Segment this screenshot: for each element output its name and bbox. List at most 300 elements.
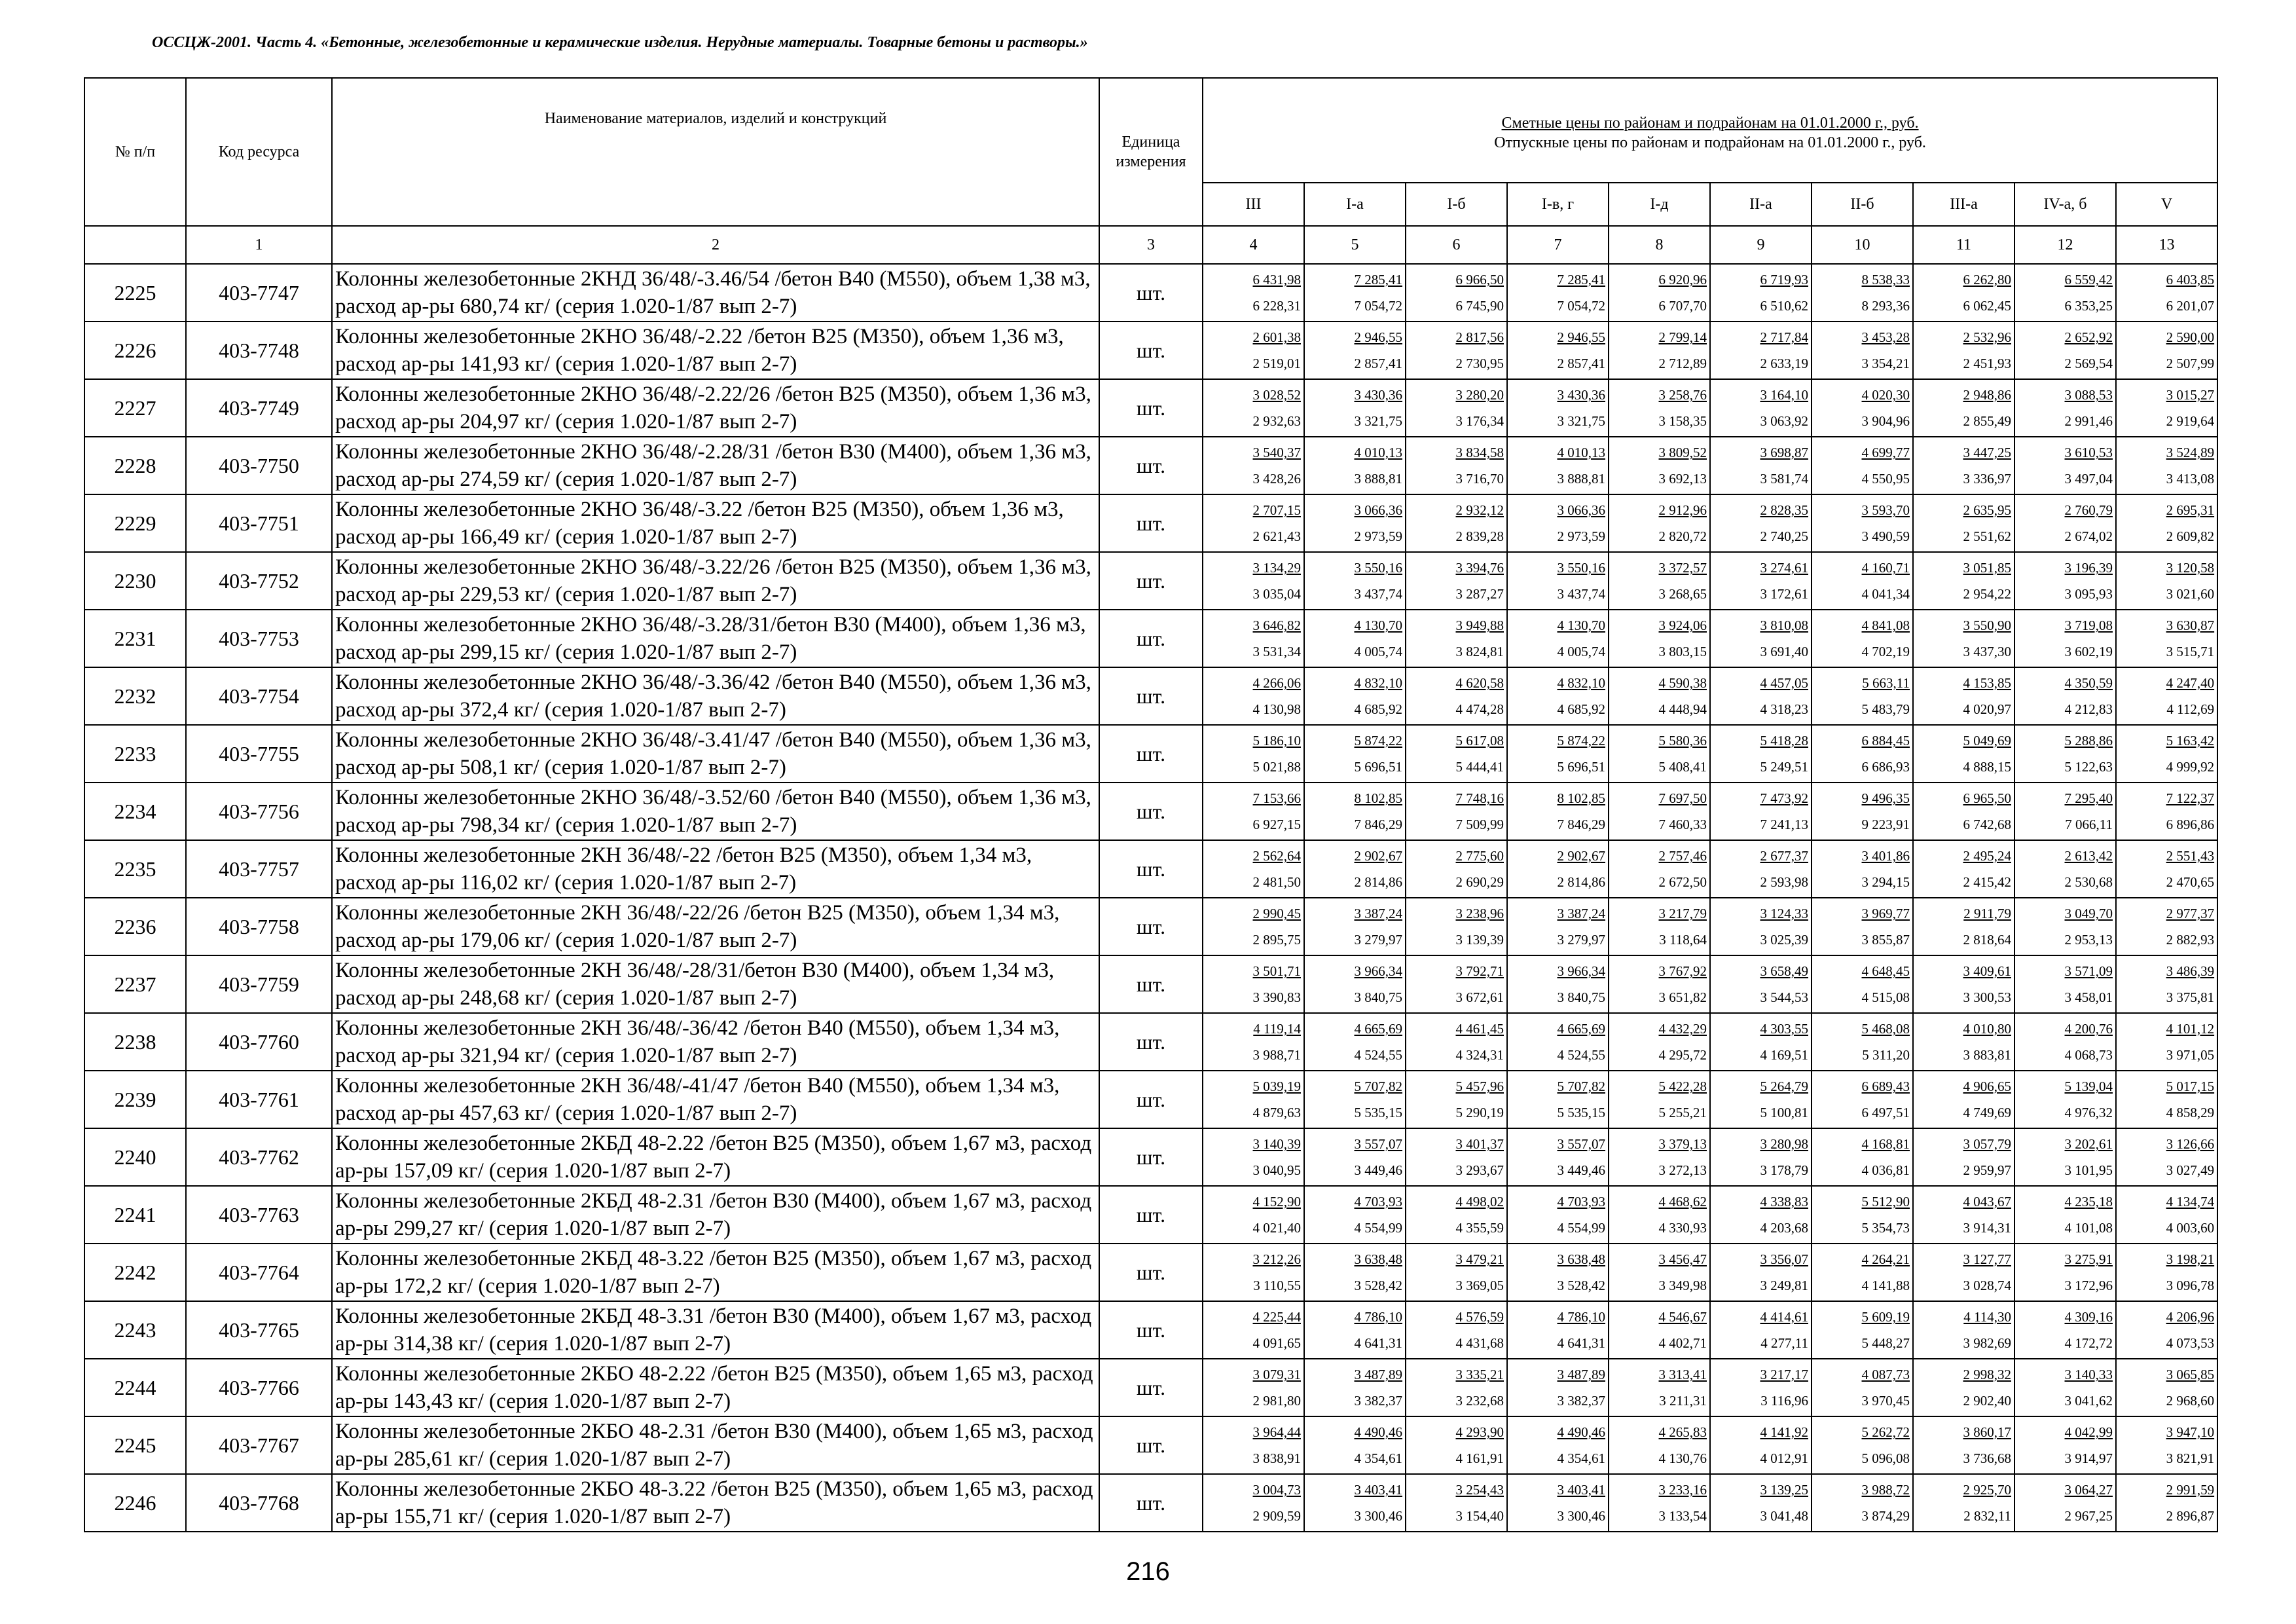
price-cell — [1304, 1301, 1406, 1359]
price-cell — [1203, 610, 1304, 667]
estimate-price: 3 540,37 — [1252, 445, 1301, 460]
release-price: 2 621,43 — [1252, 528, 1301, 544]
release-price: 2 530,68 — [2064, 874, 2113, 890]
price-cell — [1609, 667, 1710, 725]
unit: шт. — [1099, 1359, 1203, 1416]
estimate-price: 4 168,81 — [1861, 1136, 1910, 1152]
release-price: 3 041,48 — [1760, 1508, 1808, 1524]
material-name: Колонны железобетонные 2КНО 36/48/-2.22/26 /бетон В25 (М350), объем 1,36 м3, расход ар-ры 204,97 кг/ (серия 1.020-1/87 вып 2-7) — [332, 379, 1099, 437]
estimate-price: 3 403,41 — [1557, 1482, 1605, 1498]
table-row — [84, 667, 2217, 725]
estimate-price: 2 912,96 — [1658, 502, 1707, 518]
estimate-price: 3 124,33 — [1760, 906, 1808, 921]
estimate-price: 3 834,58 — [1455, 445, 1504, 460]
estimate-price: 5 707,82 — [1354, 1079, 1402, 1094]
estimate-price: 4 303,55 — [1760, 1021, 1808, 1037]
price-cell — [2116, 437, 2217, 494]
price-cell — [1406, 1128, 1507, 1186]
price-cell — [1406, 667, 1507, 725]
table-row — [84, 1071, 2217, 1128]
release-price: 2 973,59 — [1557, 528, 1605, 544]
release-price: 3 840,75 — [1557, 989, 1605, 1005]
release-price: 4 431,68 — [1455, 1335, 1504, 1351]
unit: шт. — [1099, 1013, 1203, 1071]
release-price: 3 691,40 — [1760, 644, 1808, 659]
release-price: 7 066,11 — [2065, 817, 2113, 832]
column-number-row — [84, 226, 2217, 264]
release-price: 4 021,40 — [1252, 1220, 1301, 1236]
estimate-price: 6 965,50 — [1963, 790, 2011, 806]
estimate-price: 4 042,99 — [2064, 1424, 2113, 1440]
estimate-price: 8 102,85 — [1557, 790, 1605, 806]
estimate-price: 5 264,79 — [1760, 1079, 1808, 1094]
estimate-price: 3 792,71 — [1455, 963, 1504, 979]
price-cell — [1203, 840, 1304, 898]
estimate-price: 3 719,08 — [2064, 618, 2113, 633]
estimate-price: 7 122,37 — [2166, 790, 2215, 806]
unit: шт. — [1099, 437, 1203, 494]
column-number: 3 — [1099, 226, 1203, 264]
estimate-price: 3 254,43 — [1455, 1482, 1504, 1498]
estimate-price: 4 832,10 — [1557, 675, 1605, 691]
price-cell — [1304, 898, 1406, 955]
estimate-price: 5 262,72 — [1861, 1424, 1910, 1440]
price-cell — [2014, 783, 2116, 840]
release-price: 4 130,76 — [1658, 1450, 1707, 1466]
release-price: 4 005,74 — [1354, 644, 1402, 659]
release-price: 3 321,75 — [1354, 413, 1402, 429]
price-cell — [1304, 322, 1406, 379]
price-cell — [1304, 1244, 1406, 1301]
resource-code: 403-7763 — [186, 1186, 332, 1244]
release-price: 2 968,60 — [2166, 1393, 2215, 1409]
release-price: 4 091,65 — [1252, 1335, 1301, 1351]
row-number: 2232 — [84, 667, 186, 725]
release-price: 3 531,34 — [1252, 644, 1301, 659]
price-cell — [1203, 1359, 1304, 1416]
price-cell — [1203, 955, 1304, 1013]
release-price: 4 474,28 — [1455, 701, 1504, 717]
price-cell — [1203, 494, 1304, 552]
unit: шт. — [1099, 1474, 1203, 1532]
release-price: 3 528,42 — [1354, 1278, 1402, 1293]
material-name: Колонны железобетонные 2КН 36/48/-28/31/бетон В30 (М400), объем 1,34 м3, расход ар-ры 248,68 кг/ (серия 1.020-1/87 вып 2-7) — [332, 955, 1099, 1013]
release-price: 2 814,86 — [1557, 874, 1605, 890]
row-number: 2243 — [84, 1301, 186, 1359]
estimate-price: 3 057,79 — [1963, 1136, 2011, 1152]
resource-code: 403-7754 — [186, 667, 332, 725]
estimate-price: 6 966,50 — [1455, 272, 1504, 287]
price-cell — [1913, 1013, 2014, 1071]
row-number: 2240 — [84, 1128, 186, 1186]
estimate-price: 2 590,00 — [2166, 329, 2215, 345]
resource-code: 403-7764 — [186, 1244, 332, 1301]
price-cell — [1507, 783, 1609, 840]
release-price: 3 096,78 — [2166, 1278, 2215, 1293]
table-row — [84, 1301, 2217, 1359]
estimate-price: 3 969,77 — [1861, 906, 1910, 921]
price-cell — [1710, 552, 1812, 610]
estimate-price: 2 977,37 — [2166, 906, 2215, 921]
estimate-price: 4 235,18 — [2064, 1194, 2113, 1209]
release-price: 3 040,95 — [1252, 1162, 1301, 1178]
estimate-price: 4 087,73 — [1861, 1367, 1910, 1382]
price-cell — [1507, 840, 1609, 898]
release-price: 3 249,81 — [1760, 1278, 1808, 1293]
release-price: 6 497,51 — [1861, 1105, 1910, 1120]
price-cell — [2116, 379, 2217, 437]
price-cell — [2116, 1301, 2217, 1359]
row-number: 2234 — [84, 783, 186, 840]
estimate-price: 4 703,93 — [1354, 1194, 1402, 1209]
price-cell — [1609, 552, 1710, 610]
price-cell — [1203, 1071, 1304, 1128]
price-cell — [2116, 1186, 2217, 1244]
release-price: 3 602,19 — [2064, 644, 2113, 659]
price-cell — [1710, 494, 1812, 552]
header-prices-estimate: Сметные цены по районам и подрайонам на 01.01.2000 г., руб. — [1501, 115, 1919, 132]
price-cell — [1609, 1301, 1710, 1359]
material-name: Колонны железобетонные 2КНО 36/48/-2.22 /бетон В25 (М350), объем 1,36 м3, расход ар-ры 141,93 кг/ (серия 1.020-1/87 вып 2-7) — [332, 322, 1099, 379]
estimate-price: 2 760,79 — [2064, 502, 2113, 518]
estimate-price: 5 617,08 — [1455, 733, 1504, 748]
resource-code: 403-7756 — [186, 783, 332, 840]
estimate-price: 3 924,06 — [1658, 618, 1707, 633]
estimate-price: 4 786,10 — [1557, 1309, 1605, 1325]
release-price: 7 846,29 — [1354, 817, 1402, 832]
price-cell — [1304, 840, 1406, 898]
price-cell — [2014, 1474, 2116, 1532]
estimate-price: 3 638,48 — [1354, 1251, 1402, 1267]
release-price: 2 609,82 — [2166, 528, 2215, 544]
release-price: 7 054,72 — [1557, 298, 1605, 314]
release-price: 3 369,05 — [1455, 1278, 1504, 1293]
release-price: 3 904,96 — [1861, 413, 1910, 429]
price-cell — [1710, 955, 1812, 1013]
price-cell — [2014, 1186, 2116, 1244]
estimate-price: 3 274,61 — [1760, 560, 1808, 576]
release-price: 4 020,97 — [1963, 701, 2011, 717]
price-cell — [2116, 494, 2217, 552]
estimate-price: 5 139,04 — [2064, 1079, 2113, 1094]
release-price: 3 021,60 — [2166, 586, 2215, 602]
price-cell — [2116, 264, 2217, 322]
estimate-price: 4 265,83 — [1658, 1424, 1707, 1440]
release-price: 3 515,71 — [2166, 644, 2215, 659]
release-price: 3 840,75 — [1354, 989, 1402, 1005]
column-number: 2 — [332, 226, 1099, 264]
estimate-price: 3 571,09 — [2064, 963, 2113, 979]
estimate-price: 5 609,19 — [1861, 1309, 1910, 1325]
estimate-price: 3 280,98 — [1760, 1136, 1808, 1152]
release-price: 3 413,08 — [2166, 471, 2215, 487]
row-number: 2239 — [84, 1071, 186, 1128]
release-price: 2 593,98 — [1760, 874, 1808, 890]
column-number-blank — [84, 226, 186, 264]
release-price: 4 641,31 — [1557, 1335, 1605, 1351]
estimate-price: 4 665,69 — [1354, 1021, 1402, 1037]
estimate-price: 4 832,10 — [1354, 675, 1402, 691]
estimate-price: 3 403,41 — [1354, 1482, 1402, 1498]
release-price: 3 154,40 — [1455, 1508, 1504, 1524]
price-cell — [1812, 840, 1913, 898]
release-price: 3 382,37 — [1557, 1393, 1605, 1409]
estimate-price: 3 064,27 — [2064, 1482, 2113, 1498]
release-price: 4 355,59 — [1455, 1220, 1504, 1236]
estimate-price: 7 473,92 — [1760, 790, 1808, 806]
price-cell — [1812, 437, 1913, 494]
release-price: 3 914,31 — [1963, 1220, 2011, 1236]
release-price: 8 293,36 — [1861, 298, 1910, 314]
price-cell — [2014, 379, 2116, 437]
release-price: 4 685,92 — [1354, 701, 1402, 717]
release-price: 2 551,62 — [1963, 528, 2011, 544]
price-cell — [2014, 610, 2116, 667]
price-cell — [1710, 1244, 1812, 1301]
price-cell — [1507, 955, 1609, 1013]
price-cell — [2116, 1071, 2217, 1128]
row-number: 2227 — [84, 379, 186, 437]
price-cell — [1203, 1301, 1304, 1359]
estimate-price: 2 562,64 — [1252, 848, 1301, 864]
release-price: 3 293,67 — [1455, 1162, 1504, 1178]
price-cell — [2014, 955, 2116, 1013]
price-cell — [2014, 494, 2116, 552]
estimate-price: 3 401,86 — [1861, 848, 1910, 864]
estimate-price: 3 198,21 — [2166, 1251, 2215, 1267]
estimate-price: 4 457,05 — [1760, 675, 1808, 691]
unit: шт. — [1099, 494, 1203, 552]
release-price: 4 161,91 — [1455, 1450, 1504, 1466]
material-name: Колонны железобетонные 2КНО 36/48/-3.36/42 /бетон В40 (М550), объем 1,36 м3, расход ар-ры 372,4 кг/ (серия 1.020-1/87 вып 2-7) — [332, 667, 1099, 725]
estimate-price: 4 247,40 — [2166, 675, 2215, 691]
release-price: 3 172,96 — [2064, 1278, 2113, 1293]
price-cell — [1710, 1474, 1812, 1532]
release-price: 3 158,35 — [1658, 413, 1707, 429]
price-cell — [1913, 667, 2014, 725]
release-price: 3 025,39 — [1760, 932, 1808, 948]
estimate-price: 3 394,76 — [1455, 560, 1504, 576]
estimate-price: 2 775,60 — [1455, 848, 1504, 864]
release-price: 2 740,25 — [1760, 528, 1808, 544]
release-price: 3 716,70 — [1455, 471, 1504, 487]
price-cell — [1609, 898, 1710, 955]
estimate-price: 5 663,11 — [1862, 675, 1910, 691]
column-number: 12 — [2014, 226, 2116, 264]
release-price: 4 141,88 — [1861, 1278, 1910, 1293]
price-cell — [1406, 1416, 1507, 1474]
estimate-price: 4 648,45 — [1861, 963, 1910, 979]
price-cell — [1304, 494, 1406, 552]
release-price: 3 063,92 — [1760, 413, 1808, 429]
release-price: 4 169,51 — [1760, 1047, 1808, 1063]
estimate-price: 7 285,41 — [1354, 272, 1402, 287]
table-row — [84, 1474, 2217, 1532]
price-cell — [1913, 264, 2014, 322]
estimate-price: 3 275,91 — [2064, 1251, 2113, 1267]
row-number: 2225 — [84, 264, 186, 322]
price-cell — [1913, 955, 2014, 1013]
row-number: 2246 — [84, 1474, 186, 1532]
row-number: 2238 — [84, 1013, 186, 1071]
price-cell — [1203, 264, 1304, 322]
release-price: 3 581,74 — [1760, 471, 1808, 487]
estimate-price: 3 430,36 — [1354, 387, 1402, 403]
region-header: I-б — [1406, 183, 1507, 226]
price-cell — [1203, 1013, 1304, 1071]
price-cell — [1406, 1244, 1507, 1301]
release-price: 3 692,13 — [1658, 471, 1707, 487]
estimate-price: 3 335,21 — [1455, 1367, 1504, 1382]
price-cell — [1203, 1244, 1304, 1301]
release-price: 3 803,15 — [1658, 644, 1707, 659]
estimate-price: 3 202,61 — [2064, 1136, 2113, 1152]
estimate-price: 4 338,83 — [1760, 1194, 1808, 1209]
estimate-price: 4 119,14 — [1253, 1021, 1301, 1037]
price-cell — [1507, 667, 1609, 725]
price-cell — [1507, 379, 1609, 437]
release-price: 4 324,31 — [1455, 1047, 1504, 1063]
release-price: 3 172,61 — [1760, 586, 1808, 602]
price-cell — [2116, 1013, 2217, 1071]
estimate-price: 2 635,95 — [1963, 502, 2011, 518]
release-price: 2 814,86 — [1354, 874, 1402, 890]
estimate-price: 2 946,55 — [1354, 329, 1402, 345]
estimate-price: 4 010,13 — [1557, 445, 1605, 460]
release-price: 3 300,53 — [1963, 989, 2011, 1005]
estimate-price: 3 447,25 — [1963, 445, 2011, 460]
estimate-price: 5 422,28 — [1658, 1079, 1707, 1094]
release-price: 3 449,46 — [1354, 1162, 1402, 1178]
material-name: Колонны железобетонные 2КБД 48-2.31 /бетон В30 (М400), объем 1,67 м3, расход ар-ры 299,27 кг/ (серия 1.020-1/87 вып 2-7) — [332, 1186, 1099, 1244]
price-cell — [2116, 667, 2217, 725]
region-header: I-a — [1304, 183, 1406, 226]
release-price: 3 824,81 — [1455, 644, 1504, 659]
release-price: 4 354,61 — [1354, 1450, 1402, 1466]
price-cell — [1609, 1128, 1710, 1186]
release-price: 4 515,08 — [1861, 989, 1910, 1005]
row-number: 2242 — [84, 1244, 186, 1301]
release-price: 3 178,79 — [1760, 1162, 1808, 1178]
row-number: 2241 — [84, 1186, 186, 1244]
estimate-price: 7 748,16 — [1455, 790, 1504, 806]
price-cell — [1304, 379, 1406, 437]
price-cell — [1913, 898, 2014, 955]
estimate-price: 2 601,38 — [1252, 329, 1301, 345]
release-price: 3 982,69 — [1963, 1335, 2011, 1351]
release-price: 3 375,81 — [2166, 989, 2215, 1005]
price-cell — [1406, 840, 1507, 898]
row-number: 2229 — [84, 494, 186, 552]
release-price: 6 896,86 — [2166, 817, 2215, 832]
estimate-price: 7 295,40 — [2064, 790, 2113, 806]
price-cell — [1913, 494, 2014, 552]
estimate-price: 5 512,90 — [1861, 1194, 1910, 1209]
estimate-price: 4 160,71 — [1861, 560, 1910, 576]
price-cell — [1710, 783, 1812, 840]
price-cell — [1710, 1301, 1812, 1359]
release-price: 5 354,73 — [1861, 1220, 1910, 1236]
release-price: 6 707,70 — [1658, 298, 1707, 314]
price-cell — [1203, 1416, 1304, 1474]
material-name: Колонны железобетонные 2КНО 36/48/-3.52/60 /бетон В40 (М550), объем 1,36 м3, расход ар-ры 798,34 кг/ (серия 1.020-1/87 вып 2-7) — [332, 783, 1099, 840]
price-cell — [1710, 1071, 1812, 1128]
price-cell — [1507, 1186, 1609, 1244]
release-price: 2 895,75 — [1252, 932, 1301, 948]
price-cell — [1304, 264, 1406, 322]
price-cell — [1304, 610, 1406, 667]
release-price: 4 976,32 — [2064, 1105, 2113, 1120]
table-row — [84, 1416, 2217, 1474]
estimate-price: 4 141,92 — [1760, 1424, 1808, 1440]
resource-code: 403-7748 — [186, 322, 332, 379]
release-price: 5 255,21 — [1658, 1105, 1707, 1120]
estimate-price: 5 186,10 — [1252, 733, 1301, 748]
release-price: 4 003,60 — [2166, 1220, 2215, 1236]
resource-code: 403-7757 — [186, 840, 332, 898]
estimate-price: 4 309,16 — [2064, 1309, 2113, 1325]
price-cell — [1406, 783, 1507, 840]
estimate-price: 2 948,86 — [1963, 387, 2011, 403]
release-price: 4 524,55 — [1557, 1047, 1605, 1063]
price-cell — [1609, 1071, 1710, 1128]
release-price: 3 888,81 — [1354, 471, 1402, 487]
estimate-price: 8 102,85 — [1354, 790, 1402, 806]
price-cell — [1812, 264, 1913, 322]
release-price: 6 062,45 — [1963, 298, 2011, 314]
release-price: 3 279,97 — [1557, 932, 1605, 948]
release-price: 4 112,69 — [2166, 701, 2215, 717]
estimate-price: 2 707,15 — [1252, 502, 1301, 518]
release-price: 4 354,61 — [1557, 1450, 1605, 1466]
release-price: 7 460,33 — [1658, 817, 1707, 832]
release-price: 3 354,21 — [1861, 356, 1910, 371]
region-header: IV-a, б — [2014, 183, 2116, 226]
estimate-price: 3 453,28 — [1861, 329, 1910, 345]
estimate-price: 4 153,85 — [1963, 675, 2011, 691]
release-price: 5 122,63 — [2064, 759, 2113, 775]
table-row — [84, 1244, 2217, 1301]
release-price: 3 437,30 — [1963, 644, 2011, 659]
estimate-price: 3 356,07 — [1760, 1251, 1808, 1267]
release-price: 3 139,39 — [1455, 932, 1504, 948]
price-cell — [1304, 437, 1406, 494]
release-price: 6 510,62 — [1760, 298, 1808, 314]
estimate-price: 3 557,07 — [1354, 1136, 1402, 1152]
table-row — [84, 552, 2217, 610]
estimate-price: 3 028,52 — [1252, 387, 1301, 403]
release-price: 3 101,95 — [2064, 1162, 2113, 1178]
price-cell — [2116, 322, 2217, 379]
release-price: 3 116,96 — [1760, 1393, 1808, 1409]
estimate-price: 2 902,67 — [1557, 848, 1605, 864]
price-cell — [1304, 1071, 1406, 1128]
estimate-price: 6 884,45 — [1861, 733, 1910, 748]
region-header: V — [2116, 183, 2217, 226]
price-cell — [1609, 494, 1710, 552]
price-cell — [1812, 1128, 1913, 1186]
estimate-price: 6 559,42 — [2064, 272, 2113, 287]
price-cell — [2014, 1244, 2116, 1301]
price-cell — [2014, 1071, 2116, 1128]
price-cell — [2116, 783, 2217, 840]
estimate-price: 4 101,12 — [2166, 1021, 2215, 1037]
price-cell — [1203, 1128, 1304, 1186]
price-cell — [1609, 955, 1710, 1013]
release-price: 2 919,64 — [2166, 413, 2215, 429]
estimate-price: 5 874,22 — [1557, 733, 1605, 748]
release-price: 3 855,87 — [1861, 932, 1910, 948]
